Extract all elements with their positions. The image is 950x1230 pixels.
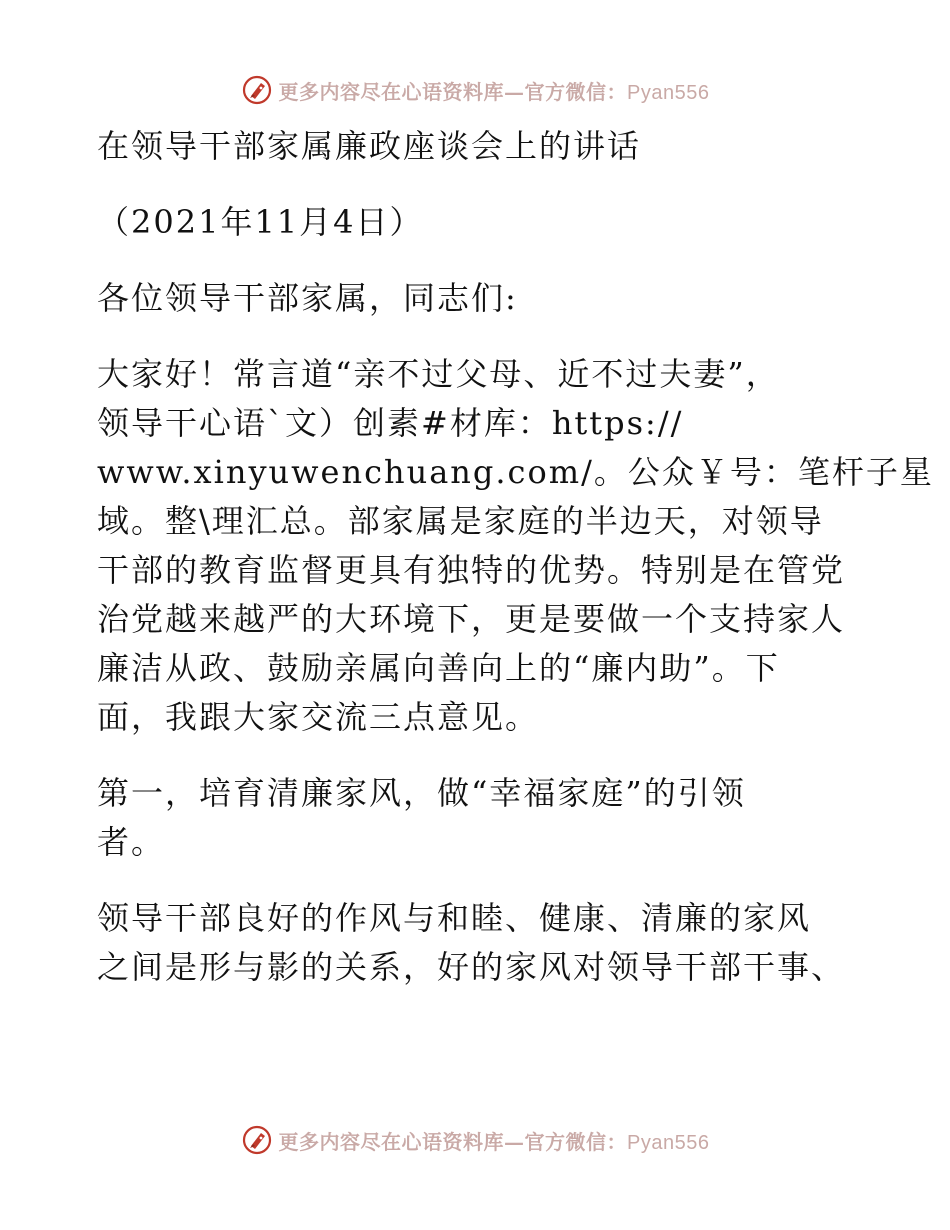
salutation: 各位领导干部家属，同志们: — [97, 279, 518, 317]
text-line: 干部的教育监督更具有独特的优势。特别是在管党 — [97, 551, 846, 589]
text-line: 廉洁从政、鼓励亲属向善向上的“廉内助”。下 — [97, 649, 780, 687]
watermark-wechat-id: Pyan556 — [627, 81, 710, 104]
text-line: 领导干部良好的作风与和睦、健康、清廉的家风 — [97, 899, 812, 937]
pen-nib-logo-icon — [241, 74, 273, 106]
footer-watermark — [0, 1120, 950, 1160]
text-line: 者。 — [97, 823, 166, 861]
paragraph-intro — [97, 350, 934, 742]
document-body — [97, 122, 934, 992]
paragraph-family-style — [97, 894, 857, 992]
text-line: 域。整\理汇总。部家属是家庭的半边天，对领导 — [97, 502, 824, 540]
text-line: 之间是形与影的关系，好的家风对领导干部干事、 — [97, 948, 846, 986]
watermark-wechat-id: Pyan556 — [627, 1131, 710, 1154]
text-line: 治党越来越严的大环境下，更是要做一个支持家人 — [97, 600, 846, 638]
document-title: 在领导干部家属廉政座谈会上的讲话 — [97, 127, 642, 165]
header-watermark — [0, 70, 950, 110]
watermark-text: 更多内容尽在心语资料库—官方微信：Pyan556 — [278, 79, 710, 104]
text-line: 第一，培育清廉家风，做“幸福家庭”的引领 — [97, 774, 746, 812]
pen-nib-logo-icon — [241, 1124, 273, 1156]
document-date: （2021年11月4日） — [97, 203, 424, 241]
watermark-text: 更多内容尽在心语资料库—官方微信：Pyan556 — [278, 1129, 710, 1154]
text-line: 领导干心语`文）创素#材库：https:// — [97, 404, 684, 442]
text-line: www.xinyuwenchuang.com/。公众￥号：笔杆子星 — [97, 453, 934, 491]
section-heading-1 — [97, 769, 857, 867]
text-line: 面，我跟大家交流三点意见。 — [97, 698, 540, 736]
text-line: 大家好！常言道“亲不过父母、近不过夫妻”， — [97, 355, 780, 393]
